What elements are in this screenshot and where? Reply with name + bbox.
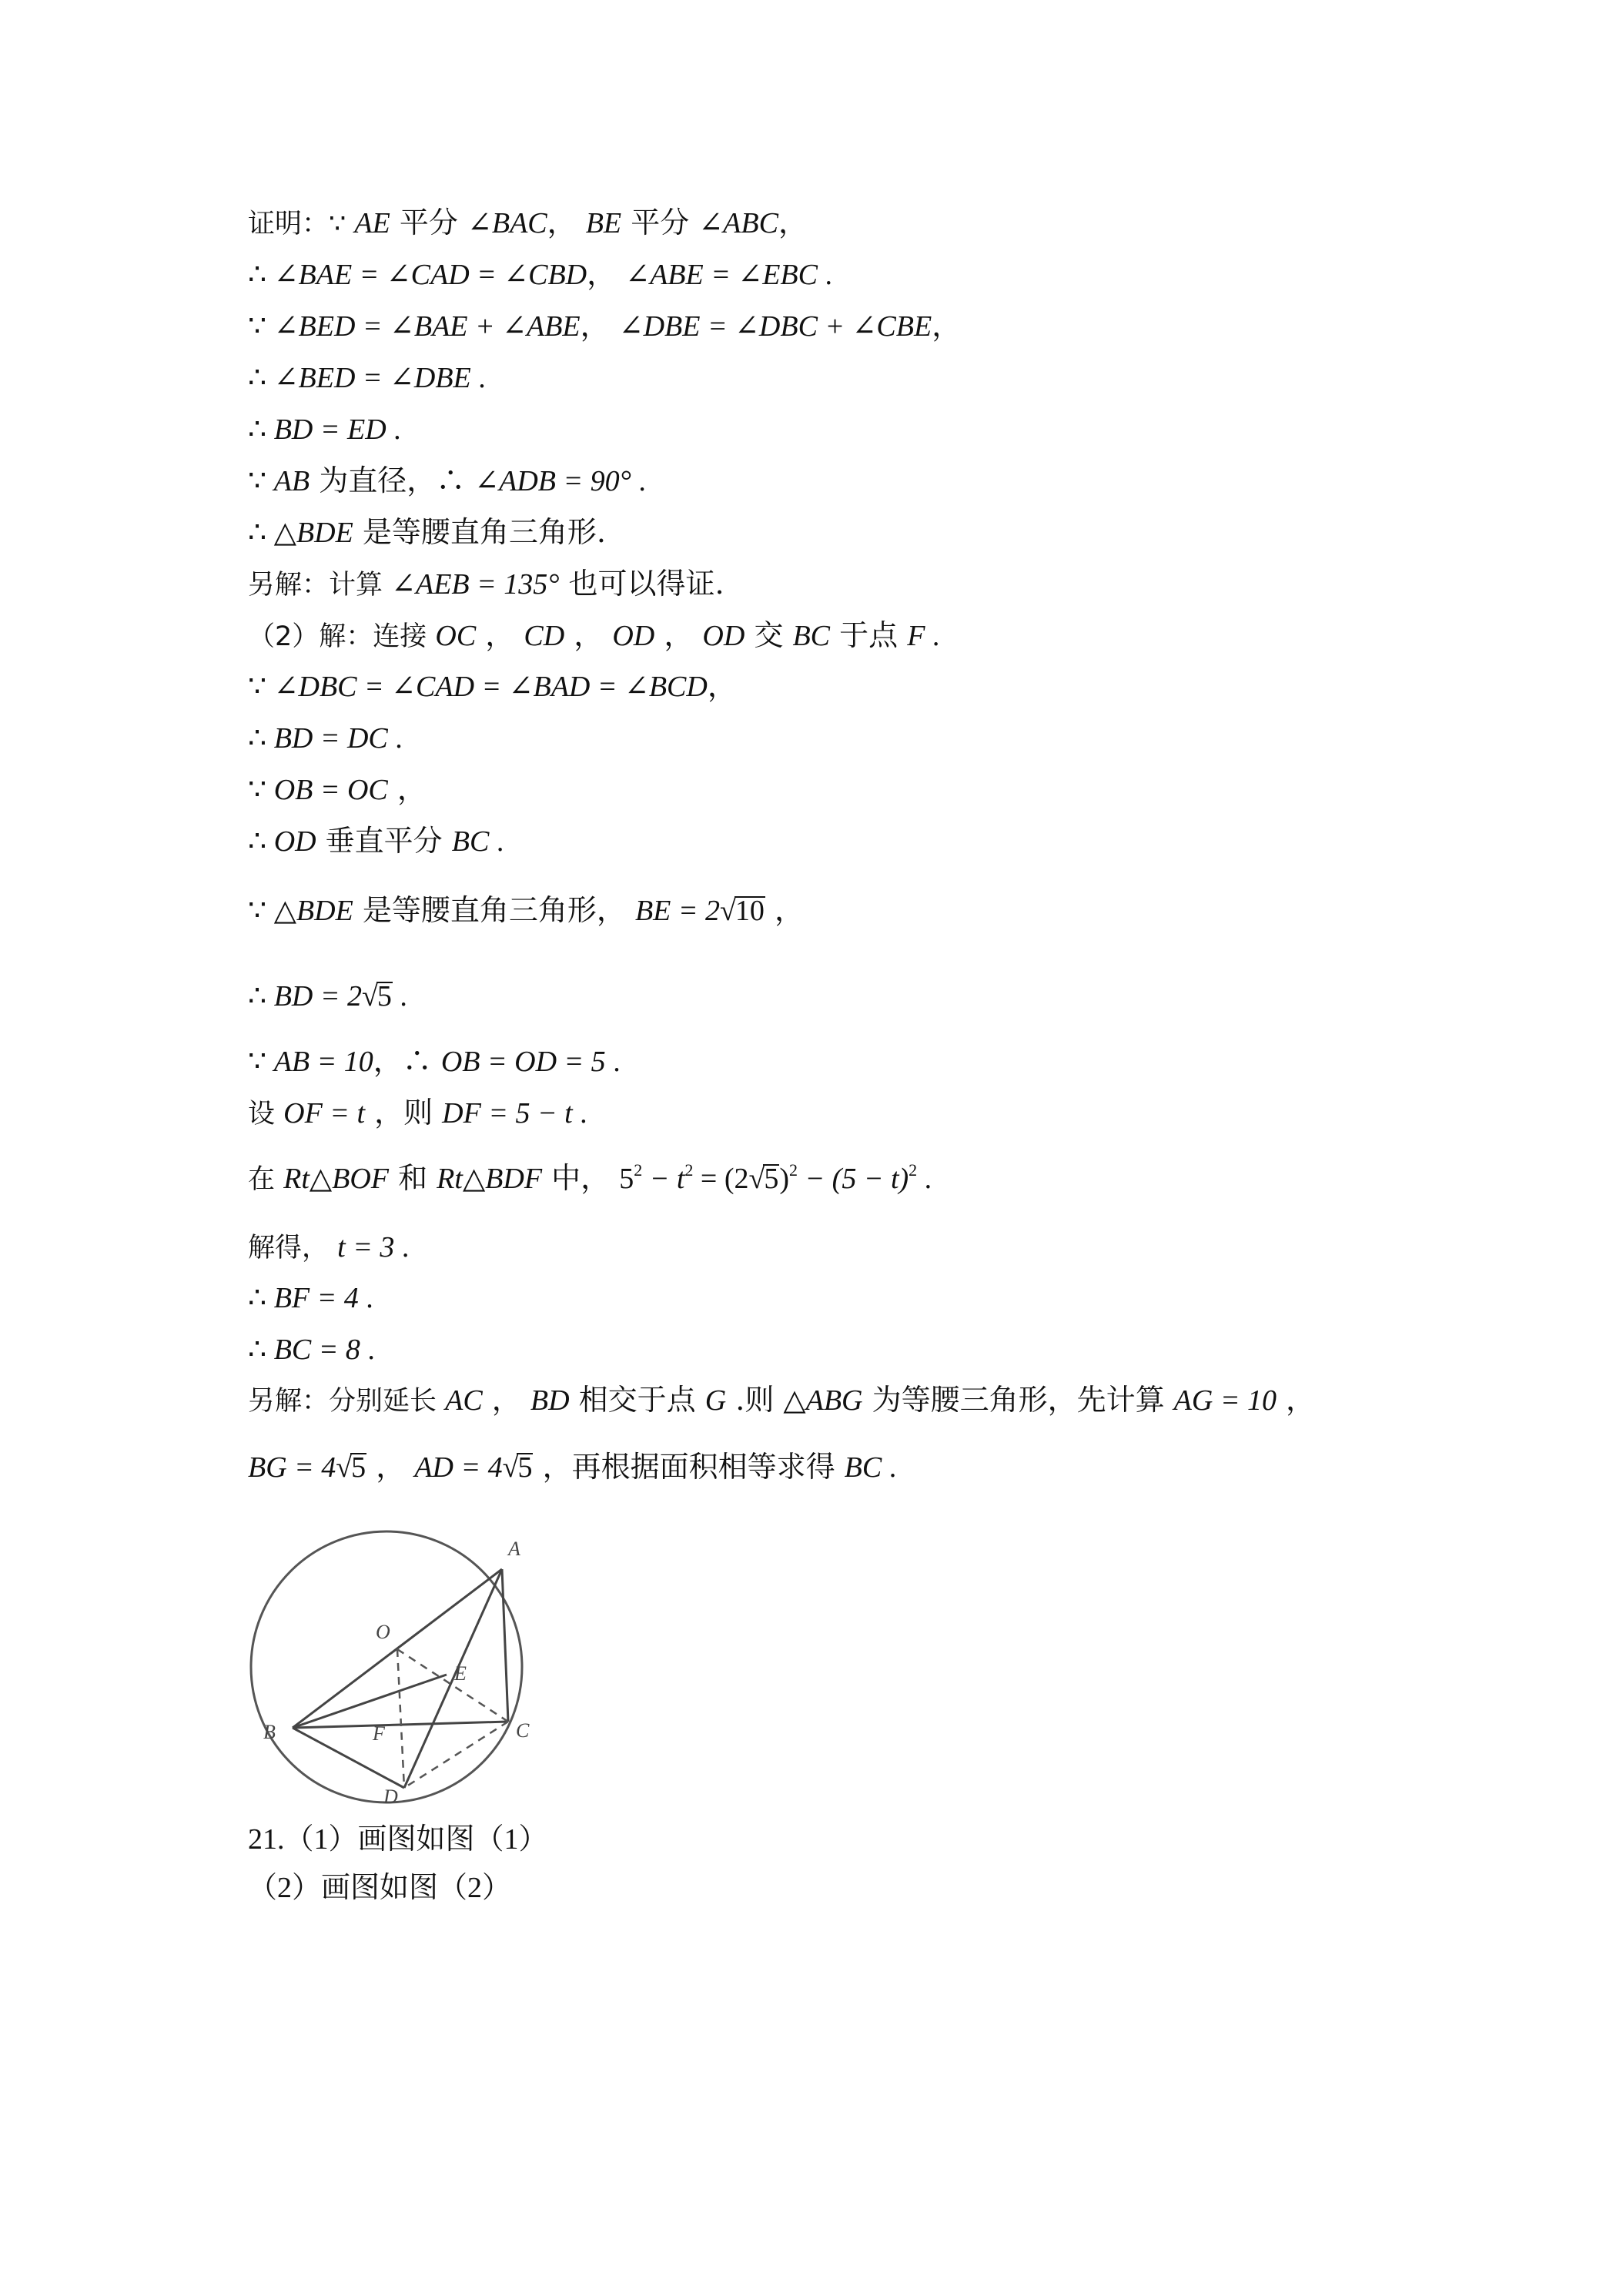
text-line: ∵ △BDE 是等腰直角三角形， BE = 2√10 ， — [248, 893, 804, 927]
text-line: ∴ BD = 2√5 . — [248, 980, 407, 1012]
text-line: ∴ △BDE 是等腰直角三角形. — [248, 515, 606, 549]
text-line: BG = 4√5 ， AD = 4√5 ，再根据面积相等求得 BC . — [248, 1450, 897, 1484]
text-line: ∴ BD = ED . — [248, 413, 401, 446]
text-line: 解得， t = 3 . — [248, 1231, 410, 1263]
geometry-figure — [248, 1509, 571, 1806]
segment-ac — [502, 1569, 508, 1722]
sqrt-sign: √ — [361, 980, 378, 1012]
sqrt-sign: √ — [336, 1451, 353, 1484]
text-line: 设 OF = t ，则 DF = 5 − t . — [248, 1096, 587, 1130]
text-line: 另解：分别延长 AC ， BD 相交于点 G .则 △ABG 为等腰三角形，先计算 AG = 10 ， — [248, 1383, 1316, 1417]
point-label-c: C — [516, 1719, 530, 1742]
point-label-a: A — [508, 1538, 520, 1560]
text-line: ∴ ∠BAE = ∠CAD = ∠CBD， ∠ABE = ∠EBC . — [248, 257, 832, 291]
point-label-f: F — [373, 1722, 385, 1745]
text-line: ∴ ∠BED = ∠DBE . — [248, 362, 486, 394]
text-line: ∴ BC = 8 . — [248, 1334, 375, 1366]
point-label-b: B — [263, 1721, 276, 1743]
segment-be — [293, 1675, 447, 1728]
text-line: ∵ ∠BED = ∠BAE + ∠ABE， ∠DBE = ∠DBC + ∠CBE， — [248, 309, 962, 343]
text-line: （2）画图如图（2） — [248, 1872, 512, 1904]
text-line: ∵ OB = OC ， — [248, 772, 427, 806]
sqrt-sign: √ — [720, 895, 736, 927]
text-line: 另解：计算 ∠AEB = 135° 也可以得证. — [248, 567, 724, 601]
segment-od — [397, 1649, 404, 1788]
text-line: ∵ ∠DBC = ∠CAD = ∠BAD = ∠BCD， — [248, 669, 737, 703]
text-line: ∴ BD = DC . — [248, 722, 403, 755]
text-line: 证明：∵ AE 平分 ∠BAC， BE 平分 ∠ABC， — [248, 206, 808, 239]
text-line: ∴ OD 垂直平分 BC . — [248, 824, 504, 858]
text-line: 21.（1）画图如图（1） — [248, 1823, 548, 1856]
text-line: 在 Rt△BOF 和 Rt△BDF 中， $5^2 - t^2 = (2√5)^2 - (5 - t)^2$ . — [248, 1160, 932, 1195]
text-line: ∴ BF = 4 . — [248, 1282, 373, 1314]
text-line: （2）解：连接 OC ， CD ， OD ， OD 交 BC 于点 F . — [248, 618, 940, 652]
segment-ab — [293, 1569, 502, 1728]
text-line: ∵ AB = 10，∴ OB = OD = 5 . — [248, 1044, 621, 1078]
sqrt-sign: √ — [502, 1451, 519, 1484]
segment-ad — [404, 1569, 502, 1788]
point-label-d: D — [383, 1786, 398, 1806]
point-label-o: O — [376, 1621, 390, 1643]
sqrt-sign: √ — [748, 1163, 765, 1195]
text-line: ∵ AB 为直径，∴ ∠ADB = 90° . — [248, 464, 646, 497]
circle — [251, 1531, 522, 1802]
point-label-e: E — [454, 1662, 467, 1685]
